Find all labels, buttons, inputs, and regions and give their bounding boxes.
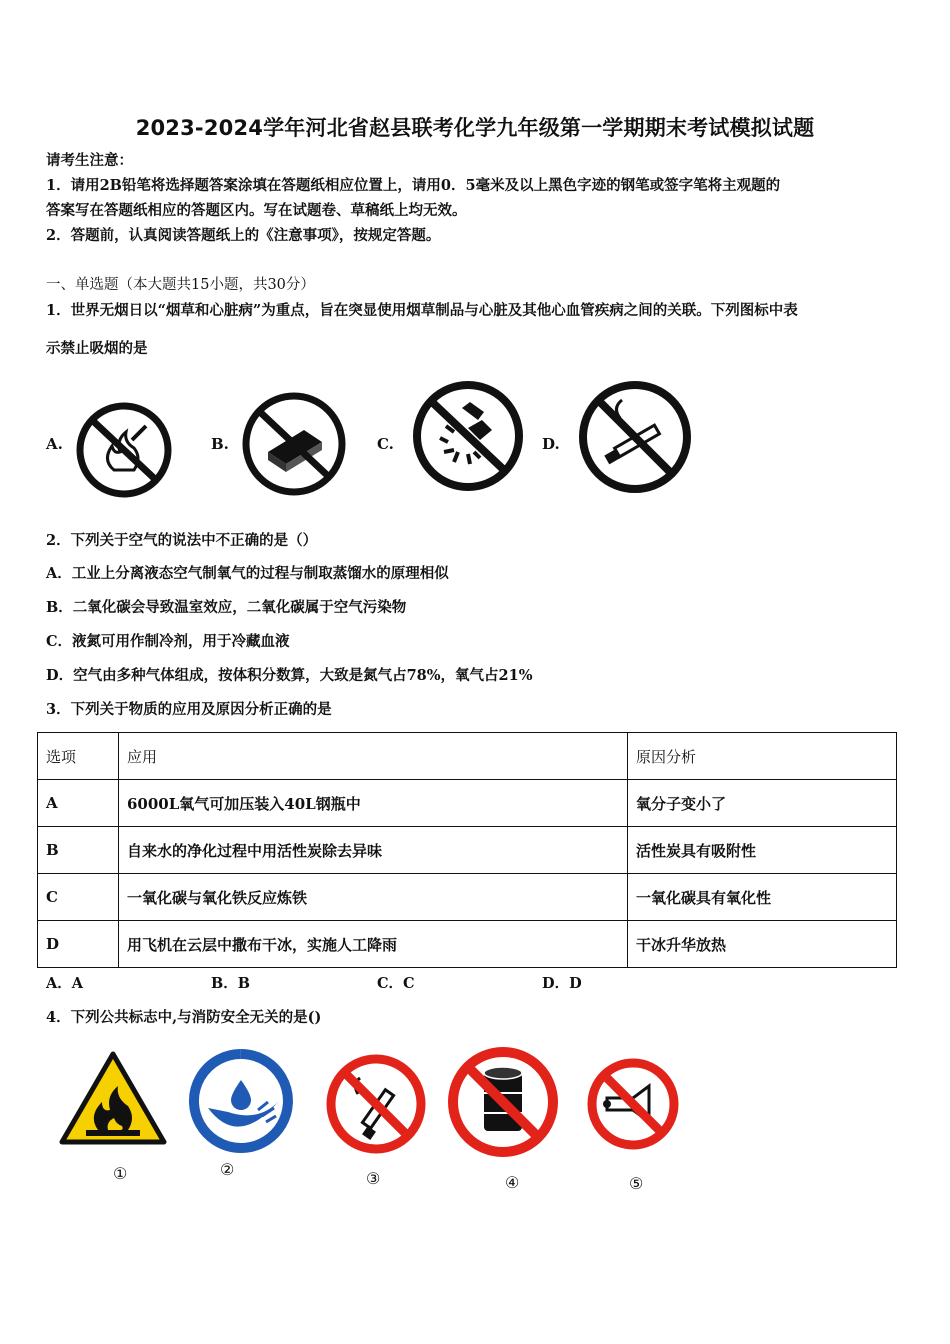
q2-option-a: A．工业上分离液态空气制氧气的过程与制取蒸馏水的原理相似 <box>46 565 449 582</box>
sign-label-5: ⑤ <box>629 1174 644 1193</box>
table-cell: 6000L氧气可加压装入40L钢瓶中 <box>119 780 628 827</box>
notice-heading: 请考生注意： <box>46 152 133 169</box>
table-cell: 自来水的净化过程中用活性炭除去异味 <box>119 827 628 874</box>
notice-line-1: 1．请用2B铅笔将选择题答案涂填在答题纸相应位置上，请用0．5毫米及以上黑色字迹的钢笔或签字笔将主观题的 <box>46 177 781 194</box>
q2-option-b: B．二氧化碳会导致温室效应，二氧化碳属于空气污染物 <box>46 599 407 616</box>
no-fuel-barrel-icon <box>446 1045 560 1159</box>
q2-option-d: D．空气由多种气体组成，按体积分数算，大致是氮气占78%，氧气占21% <box>46 667 533 684</box>
sign-label-2: ② <box>220 1160 235 1179</box>
notice-line-2: 2．答题前，认真阅读答题纸上的《注意事项》，按规定答题。 <box>46 227 441 244</box>
table-cell: 活性炭具有吸附性 <box>628 827 897 874</box>
q1-option-b-label: B. <box>211 435 229 453</box>
no-smoking-sign-icon <box>324 1052 428 1156</box>
no-explosives-icon <box>240 390 348 498</box>
q4-stem: 4．下列公共标志中,与消防安全无关的是() <box>46 1009 322 1026</box>
flammable-warning-icon <box>58 1050 168 1146</box>
table-row <box>38 874 897 921</box>
q1-option-a-label: A. <box>46 435 63 453</box>
q3-answer-b: B．B <box>211 975 251 992</box>
table-header-cell: 选项 <box>38 733 119 780</box>
q1-stem-line2: 示禁止吸烟的是 <box>46 340 148 357</box>
no-smoking-icon <box>576 378 694 496</box>
q3-answer-d: D．D <box>542 975 582 992</box>
no-horn-icon <box>585 1056 681 1152</box>
sign-label-4: ④ <box>505 1173 520 1192</box>
q2-stem: 2．下列关于空气的说法中不正确的是（） <box>46 532 318 549</box>
table-row <box>38 921 897 968</box>
notice-line-1b: 答案写在答题纸相应的答题区内。写在试题卷、草稿纸上均无效。 <box>46 202 467 219</box>
no-fireworks-icon <box>410 378 526 494</box>
table-cell: 一氧化碳具有氧化性 <box>628 874 897 921</box>
q1-option-c-label: C. <box>377 435 394 453</box>
no-fire-icon <box>74 400 174 500</box>
table-row <box>38 780 897 827</box>
table-cell: 用飞机在云层中撒布干冰，实施人工降雨 <box>119 921 628 968</box>
q3-answer-c: C．C <box>377 975 415 992</box>
table-header-cell: 应用 <box>119 733 628 780</box>
table-cell: C <box>38 874 119 921</box>
q3-answer-a: A．A <box>46 975 84 992</box>
table-cell: 一氧化碳与氧化铁反应炼铁 <box>119 874 628 921</box>
water-saving-icon <box>188 1048 294 1154</box>
section-heading: 一、单选题（本大题共15小题，共30分） <box>46 277 315 293</box>
page-title: 2023-2024学年河北省赵县联考化学九年级第一学期期末考试模拟试题 <box>135 116 815 140</box>
q1-option-d-label: D. <box>542 435 560 453</box>
q3-stem: 3．下列关于物质的应用及原因分析正确的是 <box>46 701 332 718</box>
sign-label-3: ③ <box>366 1169 381 1188</box>
table-cell: 干冰升华放热 <box>628 921 897 968</box>
q2-option-c: C．液氮可用作制冷剂，用于冷藏血液 <box>46 633 290 650</box>
sign-label-1: ① <box>113 1164 128 1183</box>
table-cell: B <box>38 827 119 874</box>
table-cell: 氧分子变小了 <box>628 780 897 827</box>
table-cell: A <box>38 780 119 827</box>
table-header-row <box>38 733 897 780</box>
q3-table <box>37 732 897 968</box>
table-row <box>38 827 897 874</box>
table-cell: D <box>38 921 119 968</box>
q1-stem-line1: 1．世界无烟日以“烟草和心脏病”为重点，旨在突显使用烟草制品与心脏及其他心血管疾病之间的关联。下列图标中表 <box>46 302 798 319</box>
table-header-cell: 原因分析 <box>628 733 897 780</box>
